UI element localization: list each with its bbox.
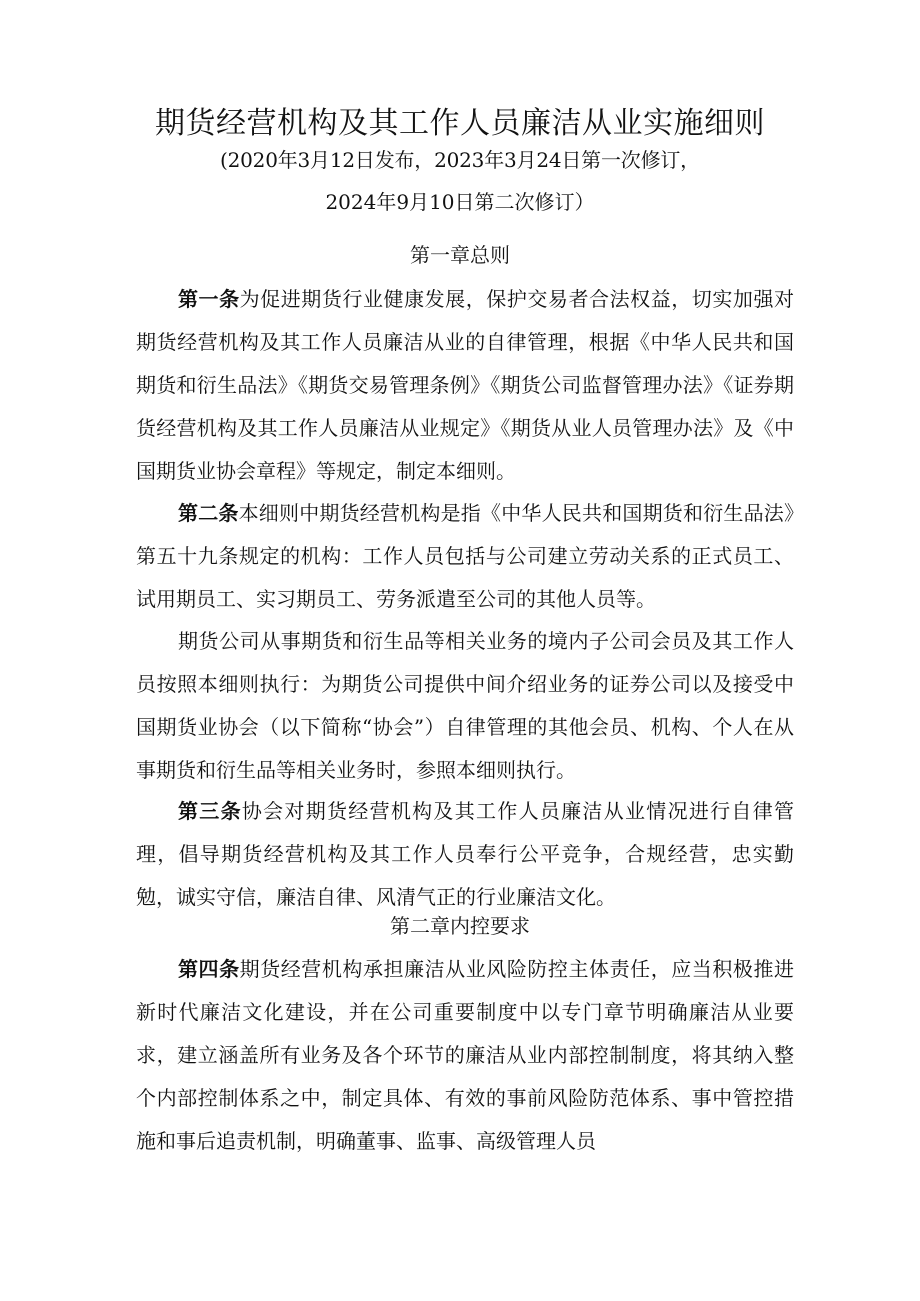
document-title: 期货经营机构及其工作人员廉洁从业实施细则	[155, 106, 765, 141]
article-1-label: 第一条	[178, 287, 240, 311]
article-2-label: 第二条	[178, 501, 239, 525]
article-1-text: 为促进期货行业健康发展，保护交易者合法权益，切实加强对期货经营机构及其工作人员廉洁从业的自律管理，根据《中华人民共和国期货和衍生品法》《期货交易管理条例》《期货公司监督管理办法》《证券期货经营机构及其工作人员廉洁从业规定》《期货从业人员管理办法》及《中国期货业协会章程》等规定，制定本细则。	[136, 287, 795, 483]
article-1	[136, 278, 794, 493]
chapter-2-heading: 第二章内控要求	[390, 914, 530, 938]
chapter-1-heading: 第一章总则	[410, 243, 510, 267]
revision-history-line-1: (2020年3月12日发布，2023年3月24日第一次修订，	[220, 148, 700, 172]
article-3-text: 协会对期货经营机构及其工作人员廉洁从业情况进行自律管理，倡导期货经营机构及其工作人员奉行公平竞争，合规经营，忠实勤勉，诚实守信，廉洁自律、风清气正的行业廉洁文化。	[136, 799, 795, 909]
article-4-label: 第四条	[178, 957, 240, 981]
article-4	[136, 948, 794, 1163]
article-3	[136, 790, 794, 919]
revision-history-line-2: 2024年9月10日第二次修订）	[325, 190, 595, 214]
article-3-label: 第三条	[178, 799, 242, 823]
article-4-text: 期货经营机构承担廉洁从业风险防控主体责任，应当积极推进新时代廉洁文化建设，并在公司重要制度中以专门章节明确廉洁从业要求，建立涵盖所有业务及各个环节的廉洁从业内部控制制度，将其纳入整个内部控制体系之中，制定具体、有效的事前风险防范体系、事中管控措施和事后追责机制，明确董事、监事、高级管理人员	[136, 957, 795, 1153]
article-2-paragraph-2: 期货公司从事期货和衍生品等相关业务的境内子公司会员及其工作人员按照本细则执行：为期货公司提供中间介绍业务的证券公司以及接受中国期货业协会（以下简称“协会”）自律管理的其他会员、机构、个人在从事期货和衍生品等相关业务时，参照本细则执行。	[136, 629, 794, 782]
article-2	[136, 492, 794, 621]
article-2-text: 本细则中期货经营机构是指《中华人民共和国期货和衍生品法》第五十九条规定的机构：工作人员包括与公司建立劳动关系的正式员工、试用期员工、实习期员工、劳务派遣至公司的其他人员等。	[136, 501, 795, 611]
